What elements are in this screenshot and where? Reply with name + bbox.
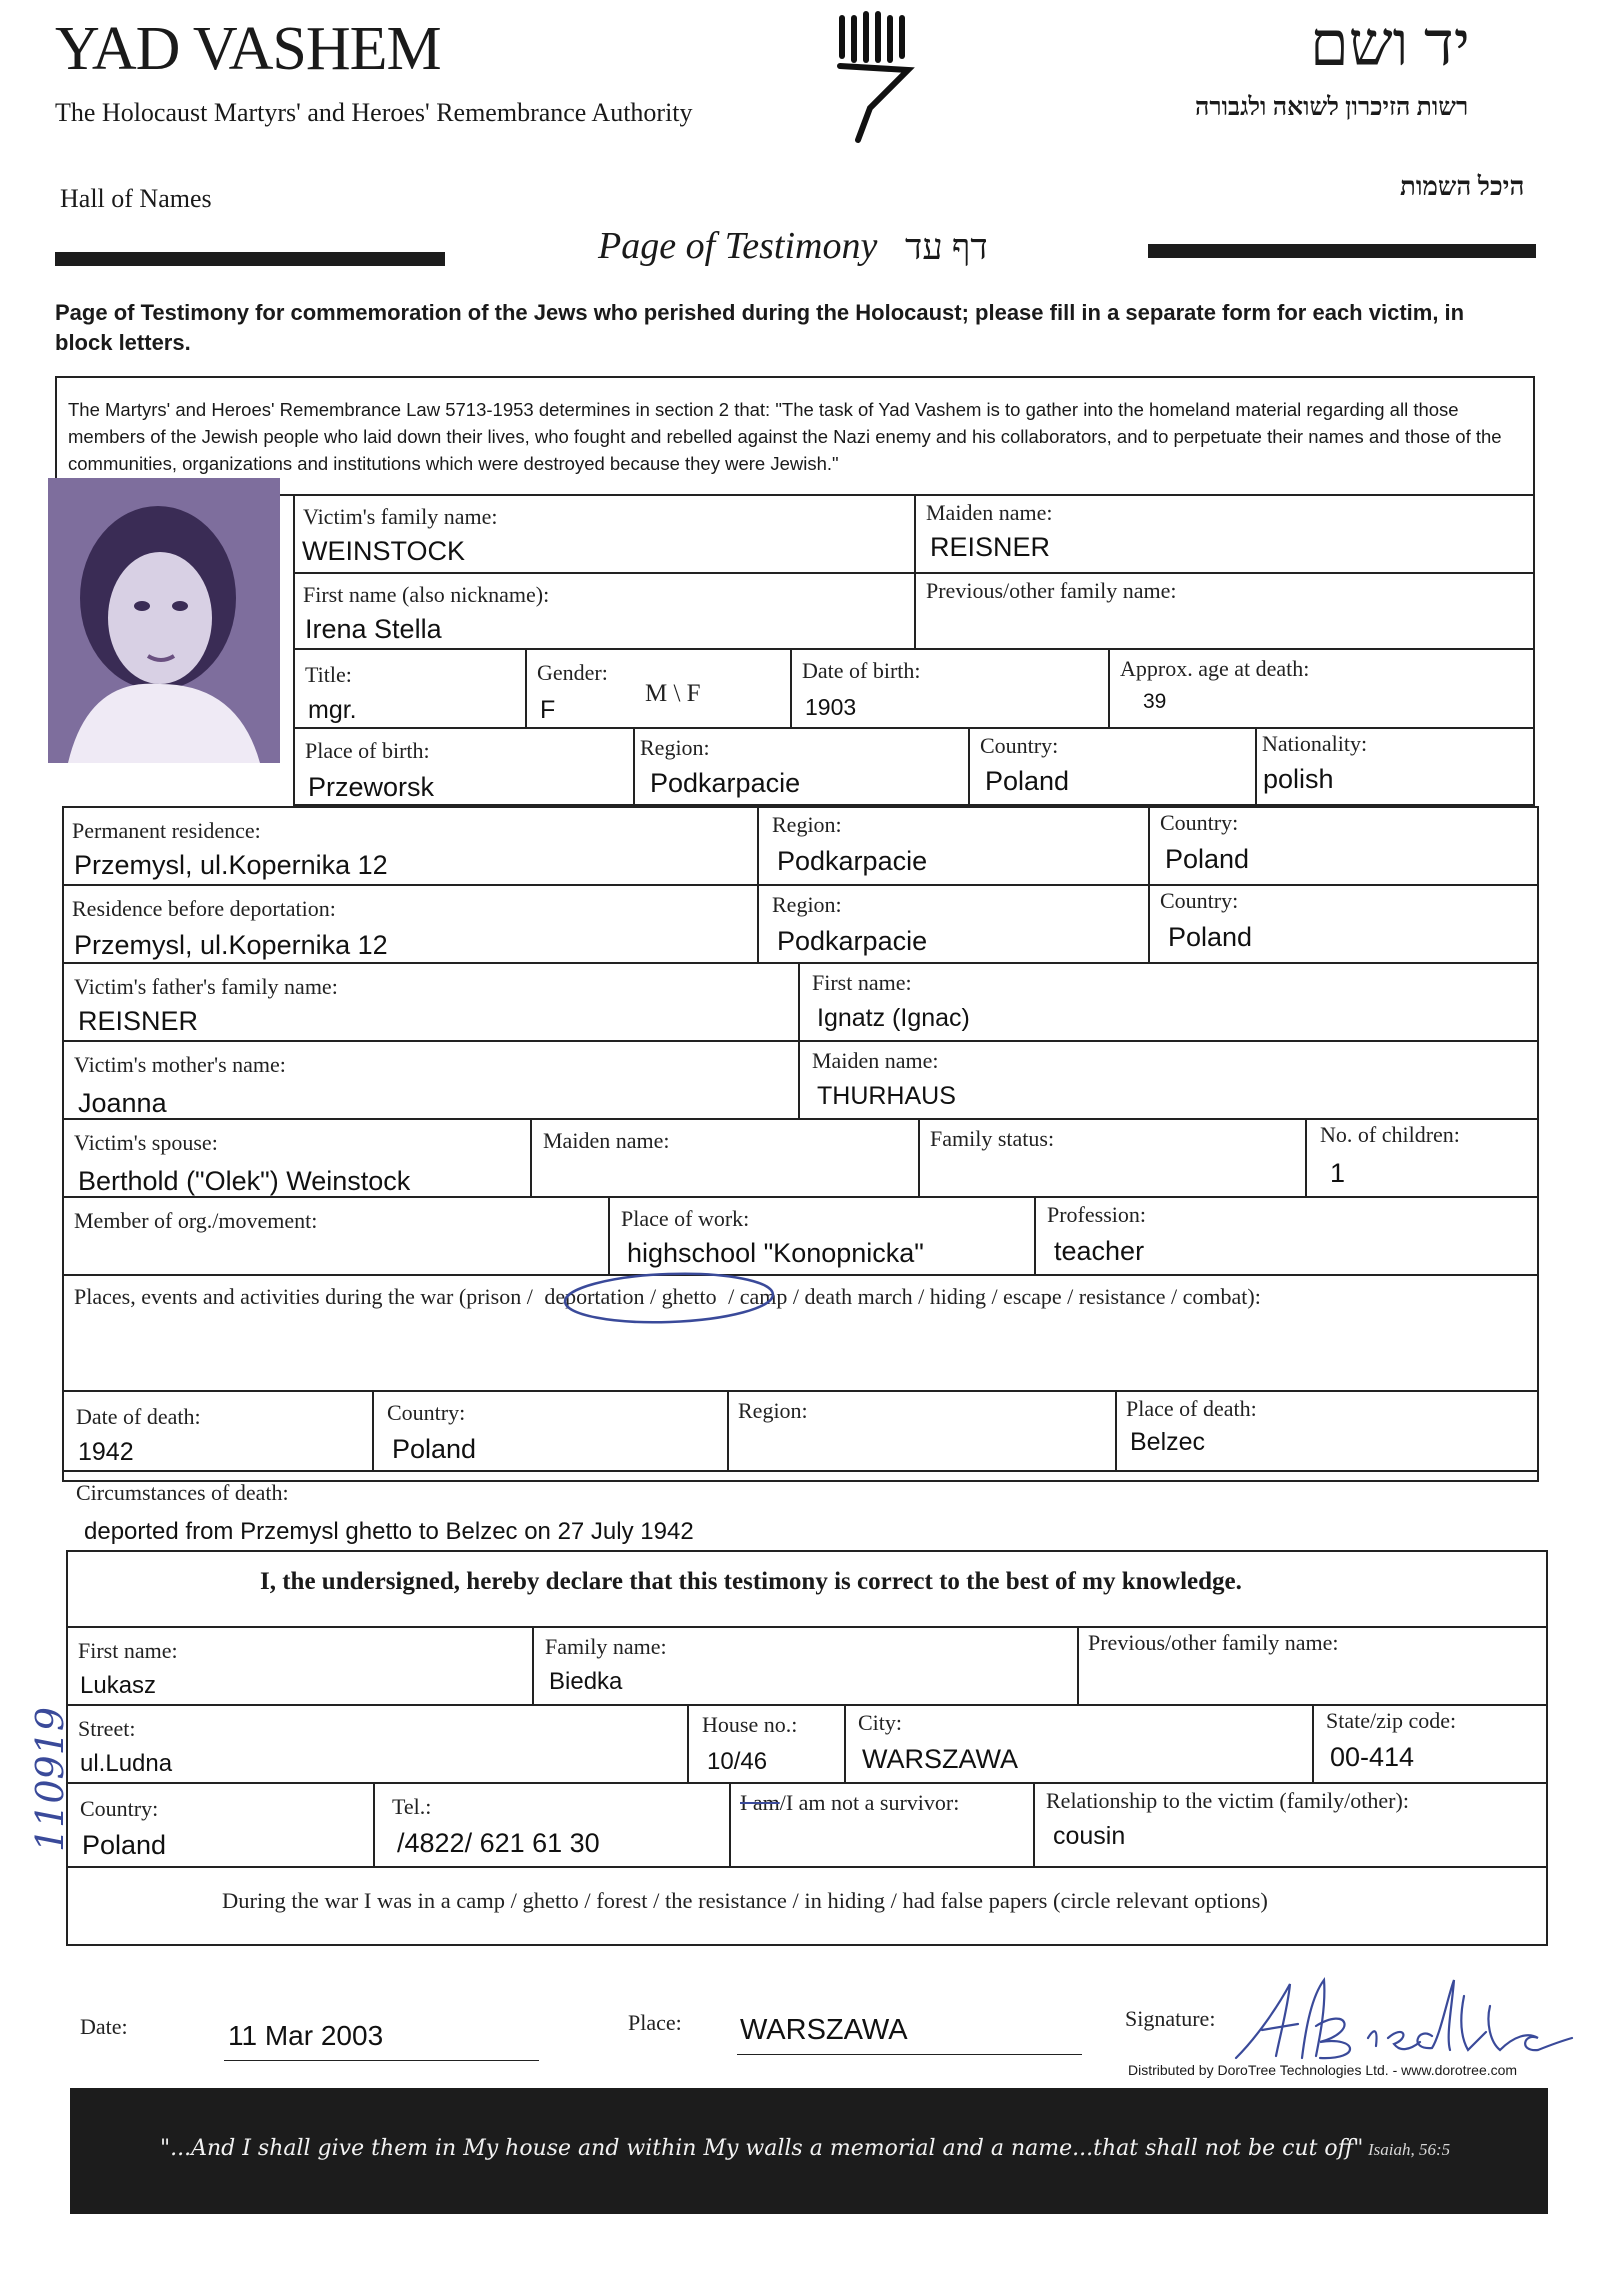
mother-label: Victim's mother's name: (74, 1052, 286, 1077)
mother-maiden-label: Maiden name: (812, 1048, 939, 1073)
victim-family-name-label: Victim's family name: (303, 504, 498, 529)
victim-age[interactable]: 39 (1143, 690, 1167, 713)
death-region-label: Region: (738, 1398, 808, 1423)
house-number[interactable]: 10/46 (707, 1748, 768, 1775)
victim-maiden-name[interactable]: REISNER (930, 532, 1051, 562)
submitter-first-label: First name: (78, 1638, 178, 1663)
survivor-struck-text: I am (740, 1790, 780, 1815)
footer-date[interactable]: 11 Mar 2003 (228, 2020, 384, 2051)
place-of-death-label: Place of death: (1126, 1396, 1257, 1421)
tel-label: Tel.: (392, 1794, 432, 1819)
submitter-country-label: Country: (80, 1796, 159, 1821)
perm-country-label: Country: (1160, 810, 1239, 835)
perm-residence-label: Permanent residence: (72, 818, 261, 843)
profession[interactable]: teacher (1054, 1236, 1145, 1266)
perm-region-label: Region: (772, 812, 842, 837)
victim-title-label: Title: (305, 662, 352, 687)
relationship[interactable]: cousin (1053, 1822, 1126, 1850)
gender-label: Gender: (537, 660, 608, 685)
submitter-first-name[interactable]: Lukasz (80, 1672, 157, 1699)
perm-country[interactable]: Poland (1165, 844, 1250, 874)
org-subtitle: The Holocaust Martyrs' and Heroes' Remembrance Authority (55, 98, 693, 127)
before-country-label: Country: (1160, 888, 1239, 913)
house-label: House no.: (702, 1712, 798, 1737)
street-label: Street: (78, 1716, 136, 1741)
residence-before[interactable]: Przemysl, ul.Kopernika 12 (74, 930, 388, 960)
family-status-label: Family status: (930, 1126, 1055, 1151)
declaration-text: I, the undersigned, hereby declare that this testimony is correct to the best of my knowledge. (260, 1568, 1242, 1595)
date-of-death-label: Date of death: (76, 1404, 201, 1429)
victim-pob-region[interactable]: Podkarpacie (650, 768, 801, 798)
children-count[interactable]: 1 (1330, 1158, 1346, 1188)
telephone[interactable]: /4822/ 621 61 30 (397, 1828, 600, 1858)
death-country[interactable]: Poland (392, 1434, 477, 1464)
place-of-work[interactable]: highschool "Konopnicka" (627, 1238, 924, 1268)
submitter-country[interactable]: Poland (82, 1830, 167, 1860)
father-family-name[interactable]: REISNER (78, 1006, 199, 1036)
hall-of-names-hebrew: היכל השמות (1400, 172, 1525, 201)
relationship-label: Relationship to the victim (family/other): (1046, 1788, 1409, 1813)
father-first-label: First name: (812, 970, 912, 995)
form-title: Page of Testimony (598, 225, 878, 267)
war-events-circled[interactable]: deportation / ghetto (544, 1284, 717, 1309)
signature (1228, 1966, 1588, 2076)
spouse-name[interactable]: Berthold ("Olek") Weinstock (78, 1166, 411, 1196)
mother-maiden-name[interactable]: THURHAUS (817, 1082, 956, 1110)
city[interactable]: WARSZAWA (862, 1744, 1018, 1774)
place-of-death[interactable]: Belzec (1130, 1428, 1206, 1456)
victim-dob[interactable]: 1903 (805, 694, 857, 720)
before-region-label: Region: (772, 892, 842, 917)
before-region[interactable]: Podkarpacie (777, 926, 928, 956)
org-movement-label: Member of org./movement: (74, 1208, 318, 1233)
pob-country-label: Country: (980, 733, 1059, 758)
zip-code[interactable]: 00-414 (1330, 1742, 1415, 1772)
hall-of-names: Hall of Names (60, 184, 212, 213)
victim-title[interactable]: mgr. (308, 696, 357, 724)
street[interactable]: ul.Ludna (80, 1750, 173, 1777)
circle-mark-icon (560, 1268, 778, 1330)
victim-maiden-name-label: Maiden name: (926, 500, 1053, 525)
pob-region-label: Region: (640, 735, 710, 760)
hebrew-name: יד ושם (1310, 11, 1471, 79)
father-first-name[interactable]: Ignatz (Ignac) (817, 1004, 970, 1032)
gender-options: M \ F (645, 680, 701, 707)
quote-text: "...And I shall give them in My house and within My walls a memorial and a name...that shall not be cut off" (160, 2136, 1364, 2161)
victim-prev-name-label: Previous/other family name: (926, 578, 1177, 603)
pob-label: Place of birth: (305, 738, 430, 763)
archive-number: 110919 (28, 1706, 72, 1852)
survivor-label (740, 1790, 959, 1816)
spouse-maiden-label: Maiden name: (543, 1128, 670, 1153)
submitter-family-name[interactable]: Biedka (549, 1668, 623, 1695)
form-title-hebrew: דף עד (905, 227, 988, 267)
during-war-options[interactable]: During the war I was in a camp / ghetto / forest / the resistance / in hiding / had false papers (circle relevant options) (222, 1888, 1268, 1913)
nationality-label: Nationality: (1262, 731, 1368, 756)
date-of-death[interactable]: 1942 (78, 1438, 134, 1466)
title-bar-right (1148, 244, 1536, 258)
survivor-label-text: /I am not a survivor: (779, 1790, 960, 1815)
yad-vashem-logo-icon (830, 8, 920, 148)
victim-family-name[interactable]: WEINSTOCK (302, 536, 466, 566)
victim-pob[interactable]: Przeworsk (308, 772, 435, 802)
submitter-box (66, 1550, 1548, 1946)
signature-label: Signature: (1125, 2006, 1216, 2031)
footer-date-label: Date: (80, 2014, 128, 2039)
war-events-label-start: Places, events and activities during the war (prison / (74, 1284, 539, 1309)
father-family-label: Victim's father's family name: (74, 974, 338, 999)
place-of-work-label: Place of work: (621, 1206, 750, 1231)
perm-residence[interactable]: Przemysl, ul.Kopernika 12 (74, 850, 388, 880)
before-country[interactable]: Poland (1168, 922, 1253, 952)
city-label: City: (858, 1710, 903, 1735)
victim-nationality[interactable]: polish (1263, 764, 1334, 794)
submitter-family-label: Family name: (545, 1634, 667, 1659)
war-events-label-end: / camp / death march / hiding / escape / resistance / combat): (722, 1284, 1261, 1309)
victim-pob-country[interactable]: Poland (985, 766, 1070, 796)
title-bar-left (55, 252, 445, 266)
perm-region[interactable]: Podkarpacie (777, 846, 928, 876)
hebrew-subtitle: רשות הזיכרון לשואה ולגבורה (1195, 94, 1469, 121)
age-label: Approx. age at death: (1120, 656, 1310, 681)
mother-name[interactable]: Joanna (78, 1088, 167, 1118)
circumstances-of-death[interactable]: deported from Przemysl ghetto to Belzec on 27 July 1942 (84, 1518, 694, 1545)
submitter-prev-label: Previous/other family name: (1088, 1630, 1339, 1655)
children-label: No. of children: (1320, 1122, 1460, 1147)
residence-before-label: Residence before deportation: (72, 896, 336, 921)
victim-gender[interactable]: F (540, 696, 556, 724)
profession-label: Profession: (1047, 1202, 1146, 1227)
footer-place-label: Place: (628, 2010, 682, 2035)
victim-first-name[interactable]: Irena Stella (305, 614, 442, 644)
law-text: The Martyrs' and Heroes' Remembrance Law 5713-1953 determines in section 2 that: "The task of Yad Vashem is to gather into the homeland material regarding all those members of the Jewish people who laid down their lives, who fought and rebelled against the Nazi enemy and his collaborators, and to perpetuate their names and those of the communities, organizations and institutions which were destroyed because they were Jewish." (68, 399, 1502, 474)
circumstances-label: Circumstances of death: (76, 1480, 289, 1505)
distributed-by: Distributed by DoroTree Technologies Ltd. - www.dorotree.com (1128, 2062, 1518, 2078)
zip-label: State/zip code: (1326, 1708, 1457, 1733)
org-name: YAD VASHEM (55, 15, 441, 83)
victim-photo (48, 478, 280, 763)
spouse-label: Victim's spouse: (74, 1130, 218, 1155)
dob-label: Date of birth: (802, 658, 921, 683)
death-country-label: Country: (387, 1400, 466, 1425)
quote-reference: Isaiah, 56:5 (1368, 2140, 1451, 2159)
victim-first-name-label: First name (also nickname): (303, 582, 550, 607)
footer-place[interactable]: WARSZAWA (740, 2014, 908, 2046)
intro-text: Page of Testimony for commemoration of the Jews who perished during the Holocaust; please fill in a separate form for each victim, in block letters. (55, 300, 1465, 355)
